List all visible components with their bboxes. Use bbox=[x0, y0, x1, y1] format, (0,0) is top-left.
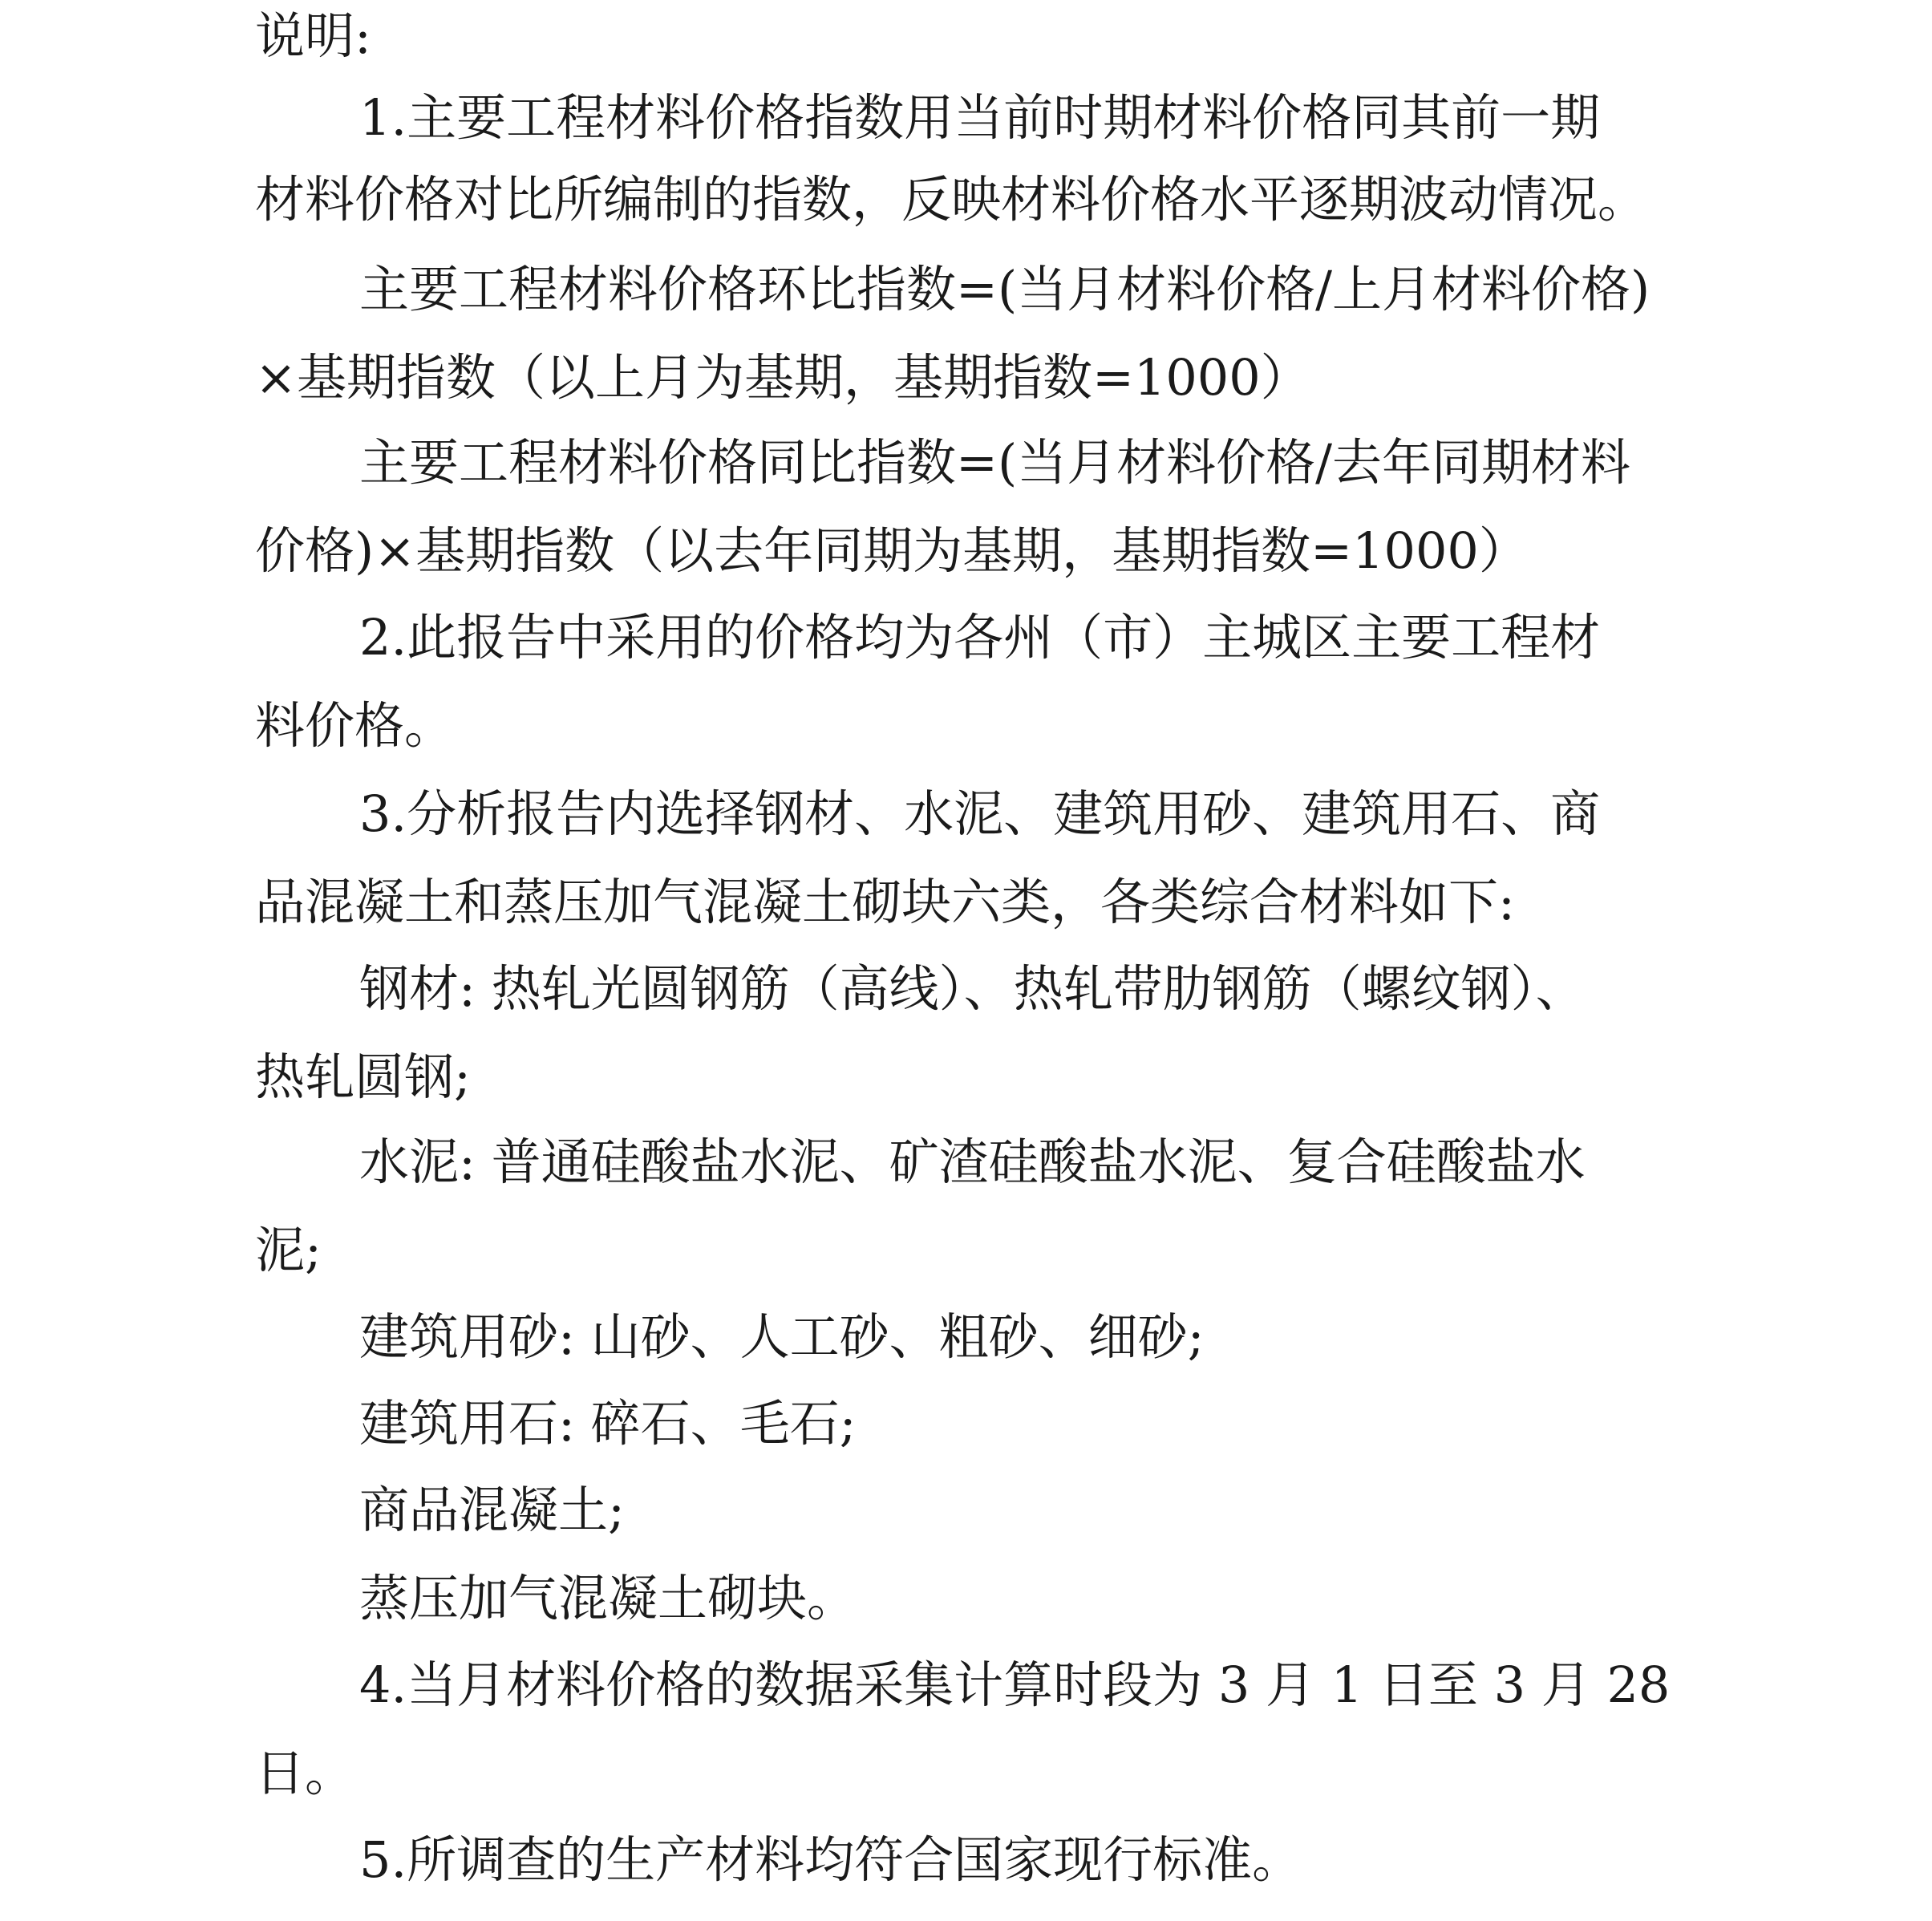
document-line: 蒸压加气混凝土砌块。 bbox=[359, 1569, 857, 1627]
document-line: 3.分析报告内选择钢材、水泥、建筑用砂、建筑用石、商 bbox=[359, 784, 1601, 843]
document-line: 主要工程材料价格环比指数=(当月材料价格/上月材料价格) bbox=[359, 260, 1651, 318]
document-line: ×基期指数（以上月为基期，基期指数=1000） bbox=[255, 348, 1310, 407]
document-line: 材料价格对比所编制的指数，反映材料价格水平逐期波动情况。 bbox=[255, 170, 1648, 229]
document-line: 商品混凝土; bbox=[359, 1481, 625, 1539]
document-line: 价格)×基期指数（以去年同期为基期，基期指数=1000） bbox=[255, 521, 1529, 580]
document-line: 建筑用砂: 山砂、人工砂、粗砂、细砂; bbox=[359, 1307, 1205, 1366]
document-line: 1.主要工程材料价格指数用当前时期材料价格同其前一期 bbox=[359, 88, 1601, 147]
document-line: 钢材: 热轧光圆钢筋（高线）、热轧带肋钢筋（螺纹钢）、 bbox=[359, 959, 1586, 1018]
document-line: 日。 bbox=[255, 1744, 355, 1802]
document-line: 5.所调查的生产材料均符合国家现行标准。 bbox=[359, 1830, 1302, 1889]
document-line: 泥; bbox=[255, 1221, 322, 1279]
document-line: 建筑用石: 碎石、毛石; bbox=[359, 1394, 857, 1453]
document-line: 品混凝土和蒸压加气混凝土砌块六类，各类综合材料如下: bbox=[255, 873, 1515, 931]
document-line: 热轧圆钢; bbox=[255, 1048, 471, 1106]
document-line: 料价格。 bbox=[255, 696, 455, 755]
document-heading: 说明: bbox=[255, 6, 371, 65]
document-line: 水泥: 普通硅酸盐水泥、矿渣硅酸盐水泥、复合硅酸盐水 bbox=[359, 1133, 1586, 1191]
document-line: 4.当月材料价格的数据采集计算时段为 3 月 1 日至 3 月 28 bbox=[359, 1656, 1671, 1714]
document-line: 2.此报告中采用的价格均为各州（市）主城区主要工程材 bbox=[359, 608, 1601, 667]
document-line: 主要工程材料价格同比指数=(当月材料价格/去年同期材料 bbox=[359, 433, 1631, 492]
